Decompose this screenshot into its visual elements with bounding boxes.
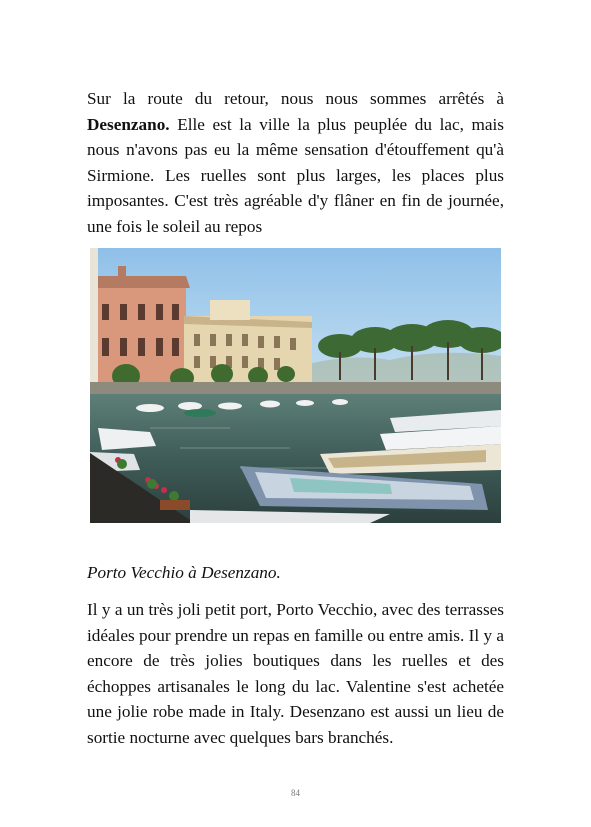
body-paragraph-1 xyxy=(87,86,504,240)
photo-caption: Porto Vecchio à Desenzano. xyxy=(87,563,281,582)
body-paragraph-2: Il y a un très joli petit port, Porto Vecchio, avec des terrasses idéales pour prendre un repas en famille ou entre amis. Il y a encore de très jolies boutiques dans les ruelles et des échoppes artisanales le long du lac. Valentine s'est achetée une jolie robe made in Italy. Desenzano est aussi un lieu de sortie nocturne avec quelques bars branchés. xyxy=(87,600,504,747)
page-number: 84 xyxy=(291,788,300,798)
bold-place-name: Desenzano. xyxy=(87,114,170,134)
harbour-photo-illustration xyxy=(90,248,501,523)
paragraph-text-continued: Elle est la ville la plus peuplée du lac, mais nous n'avons pas eu la même sensation d'étouffement qu'à Sirmione. Les ruelles sont plus larges, les places plus imposantes. C'est très agréable d'y flâner en fin de journée, une fois le soleil au repos xyxy=(87,114,504,236)
harbour-photo xyxy=(90,248,501,523)
paragraph-text: Sur la route du retour, nous nous sommes arrêtés à xyxy=(87,89,504,108)
